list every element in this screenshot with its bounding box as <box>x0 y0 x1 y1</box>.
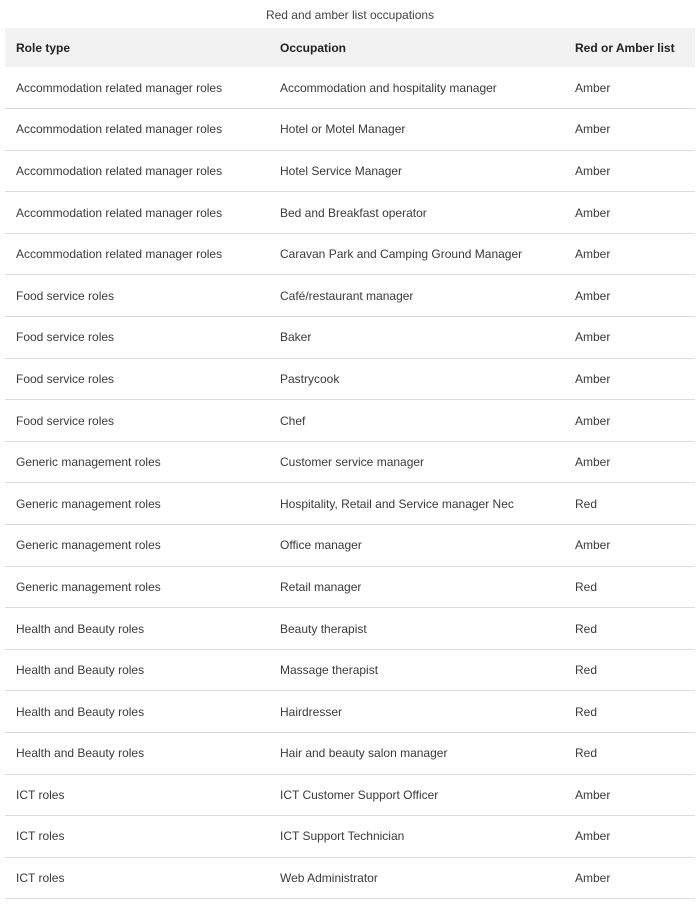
header-red-or-amber-list: Red or Amber list <box>575 40 675 55</box>
role-type-cell: Accommodation related manager roles <box>16 80 223 95</box>
list-status-cell: Amber <box>575 871 611 886</box>
list-status-cell: Red <box>575 663 598 678</box>
table-row <box>5 400 695 442</box>
occupation-cell: ICT Support Technician <box>280 829 405 844</box>
list-status-cell: Amber <box>575 163 611 178</box>
role-type-cell: Health and Beauty roles <box>16 746 145 761</box>
role-type-cell: Food service roles <box>16 413 115 428</box>
list-status-cell: Red <box>575 746 598 761</box>
table-row <box>5 733 695 775</box>
list-status-cell: Amber <box>575 413 611 428</box>
table-row <box>5 857 695 899</box>
list-status-cell: Amber <box>575 787 611 802</box>
role-type-cell: Accommodation related manager roles <box>16 122 223 137</box>
role-type-cell: Food service roles <box>16 330 115 345</box>
occupation-cell: Customer service manager <box>280 455 425 470</box>
list-status-cell: Amber <box>575 330 611 345</box>
table-body <box>5 67 695 899</box>
role-type-cell: Food service roles <box>16 371 115 386</box>
table-row <box>5 483 695 525</box>
table-caption: Red and amber list occupations <box>265 8 435 22</box>
occupation-cell: Office manager <box>280 538 362 553</box>
header-row <box>5 28 695 67</box>
table-row <box>5 233 695 275</box>
occupation-cell: Bed and Breakfast operator <box>280 205 427 220</box>
occupation-cell: Hospitality, Retail and Service manager Nec <box>280 496 514 511</box>
list-status-cell: Amber <box>575 247 611 262</box>
list-status-cell: Red <box>575 579 598 594</box>
list-status-cell: Amber <box>575 80 611 95</box>
table-row <box>5 774 695 816</box>
role-type-cell: Accommodation related manager roles <box>16 205 223 220</box>
role-type-cell: Generic management roles <box>16 538 161 553</box>
role-type-cell: Food service roles <box>16 288 115 303</box>
table-row <box>5 358 695 400</box>
table-row <box>5 608 695 650</box>
occupation-cell: Caravan Park and Camping Ground Manager <box>280 247 523 262</box>
role-type-cell: Health and Beauty roles <box>16 621 145 636</box>
occupation-cell: Massage therapist <box>280 663 379 678</box>
occupation-cell: Café/restaurant manager <box>280 288 414 303</box>
occupation-cell: Pastrycook <box>280 371 340 386</box>
table-row <box>5 150 695 192</box>
occupation-cell: Hotel Service Manager <box>280 163 403 178</box>
occupation-cell: Hairdresser <box>280 704 343 719</box>
list-status-cell: Amber <box>575 122 611 137</box>
occupation-cell: Retail manager <box>280 579 362 594</box>
list-status-cell: Amber <box>575 829 611 844</box>
role-type-cell: Accommodation related manager roles <box>16 163 223 178</box>
role-type-cell: Health and Beauty roles <box>16 663 145 678</box>
list-status-cell: Amber <box>575 455 611 470</box>
header-occupation: Occupation <box>280 40 347 55</box>
table-row <box>5 649 695 691</box>
role-type-cell: ICT roles <box>16 871 65 886</box>
header-role-type: Role type <box>16 40 71 55</box>
list-status-cell: Amber <box>575 371 611 386</box>
table-row <box>5 67 695 109</box>
table-row <box>5 441 695 483</box>
occupation-cell: Hotel or Motel Manager <box>280 122 406 137</box>
occupations-table <box>5 28 695 899</box>
table-row <box>5 816 695 858</box>
role-type-cell: Generic management roles <box>16 496 161 511</box>
table-row <box>5 275 695 317</box>
role-type-cell: Accommodation related manager roles <box>16 247 223 262</box>
table-row <box>5 109 695 151</box>
occupation-cell: Web Administrator <box>280 871 378 886</box>
table-row <box>5 691 695 733</box>
table-row <box>5 317 695 359</box>
list-status-cell: Red <box>575 621 598 636</box>
occupation-cell: Beauty therapist <box>280 621 367 636</box>
table-row <box>5 525 695 567</box>
list-status-cell: Amber <box>575 288 611 303</box>
occupation-cell: Chef <box>280 413 306 428</box>
table-header <box>5 28 695 67</box>
occupation-cell: Hair and beauty salon manager <box>280 746 448 761</box>
occupation-cell: Baker <box>280 330 312 345</box>
table-row <box>5 192 695 234</box>
occupation-cell: ICT Customer Support Officer <box>280 787 439 802</box>
occupation-cell: Accommodation and hospitality manager <box>280 80 497 95</box>
list-status-cell: Amber <box>575 538 611 553</box>
role-type-cell: ICT roles <box>16 829 65 844</box>
role-type-cell: Generic management roles <box>16 579 161 594</box>
role-type-cell: ICT roles <box>16 787 65 802</box>
list-status-cell: Red <box>575 496 598 511</box>
table-row <box>5 566 695 608</box>
list-status-cell: Amber <box>575 205 611 220</box>
role-type-cell: Generic management roles <box>16 455 161 470</box>
role-type-cell: Health and Beauty roles <box>16 704 145 719</box>
list-status-cell: Red <box>575 704 598 719</box>
